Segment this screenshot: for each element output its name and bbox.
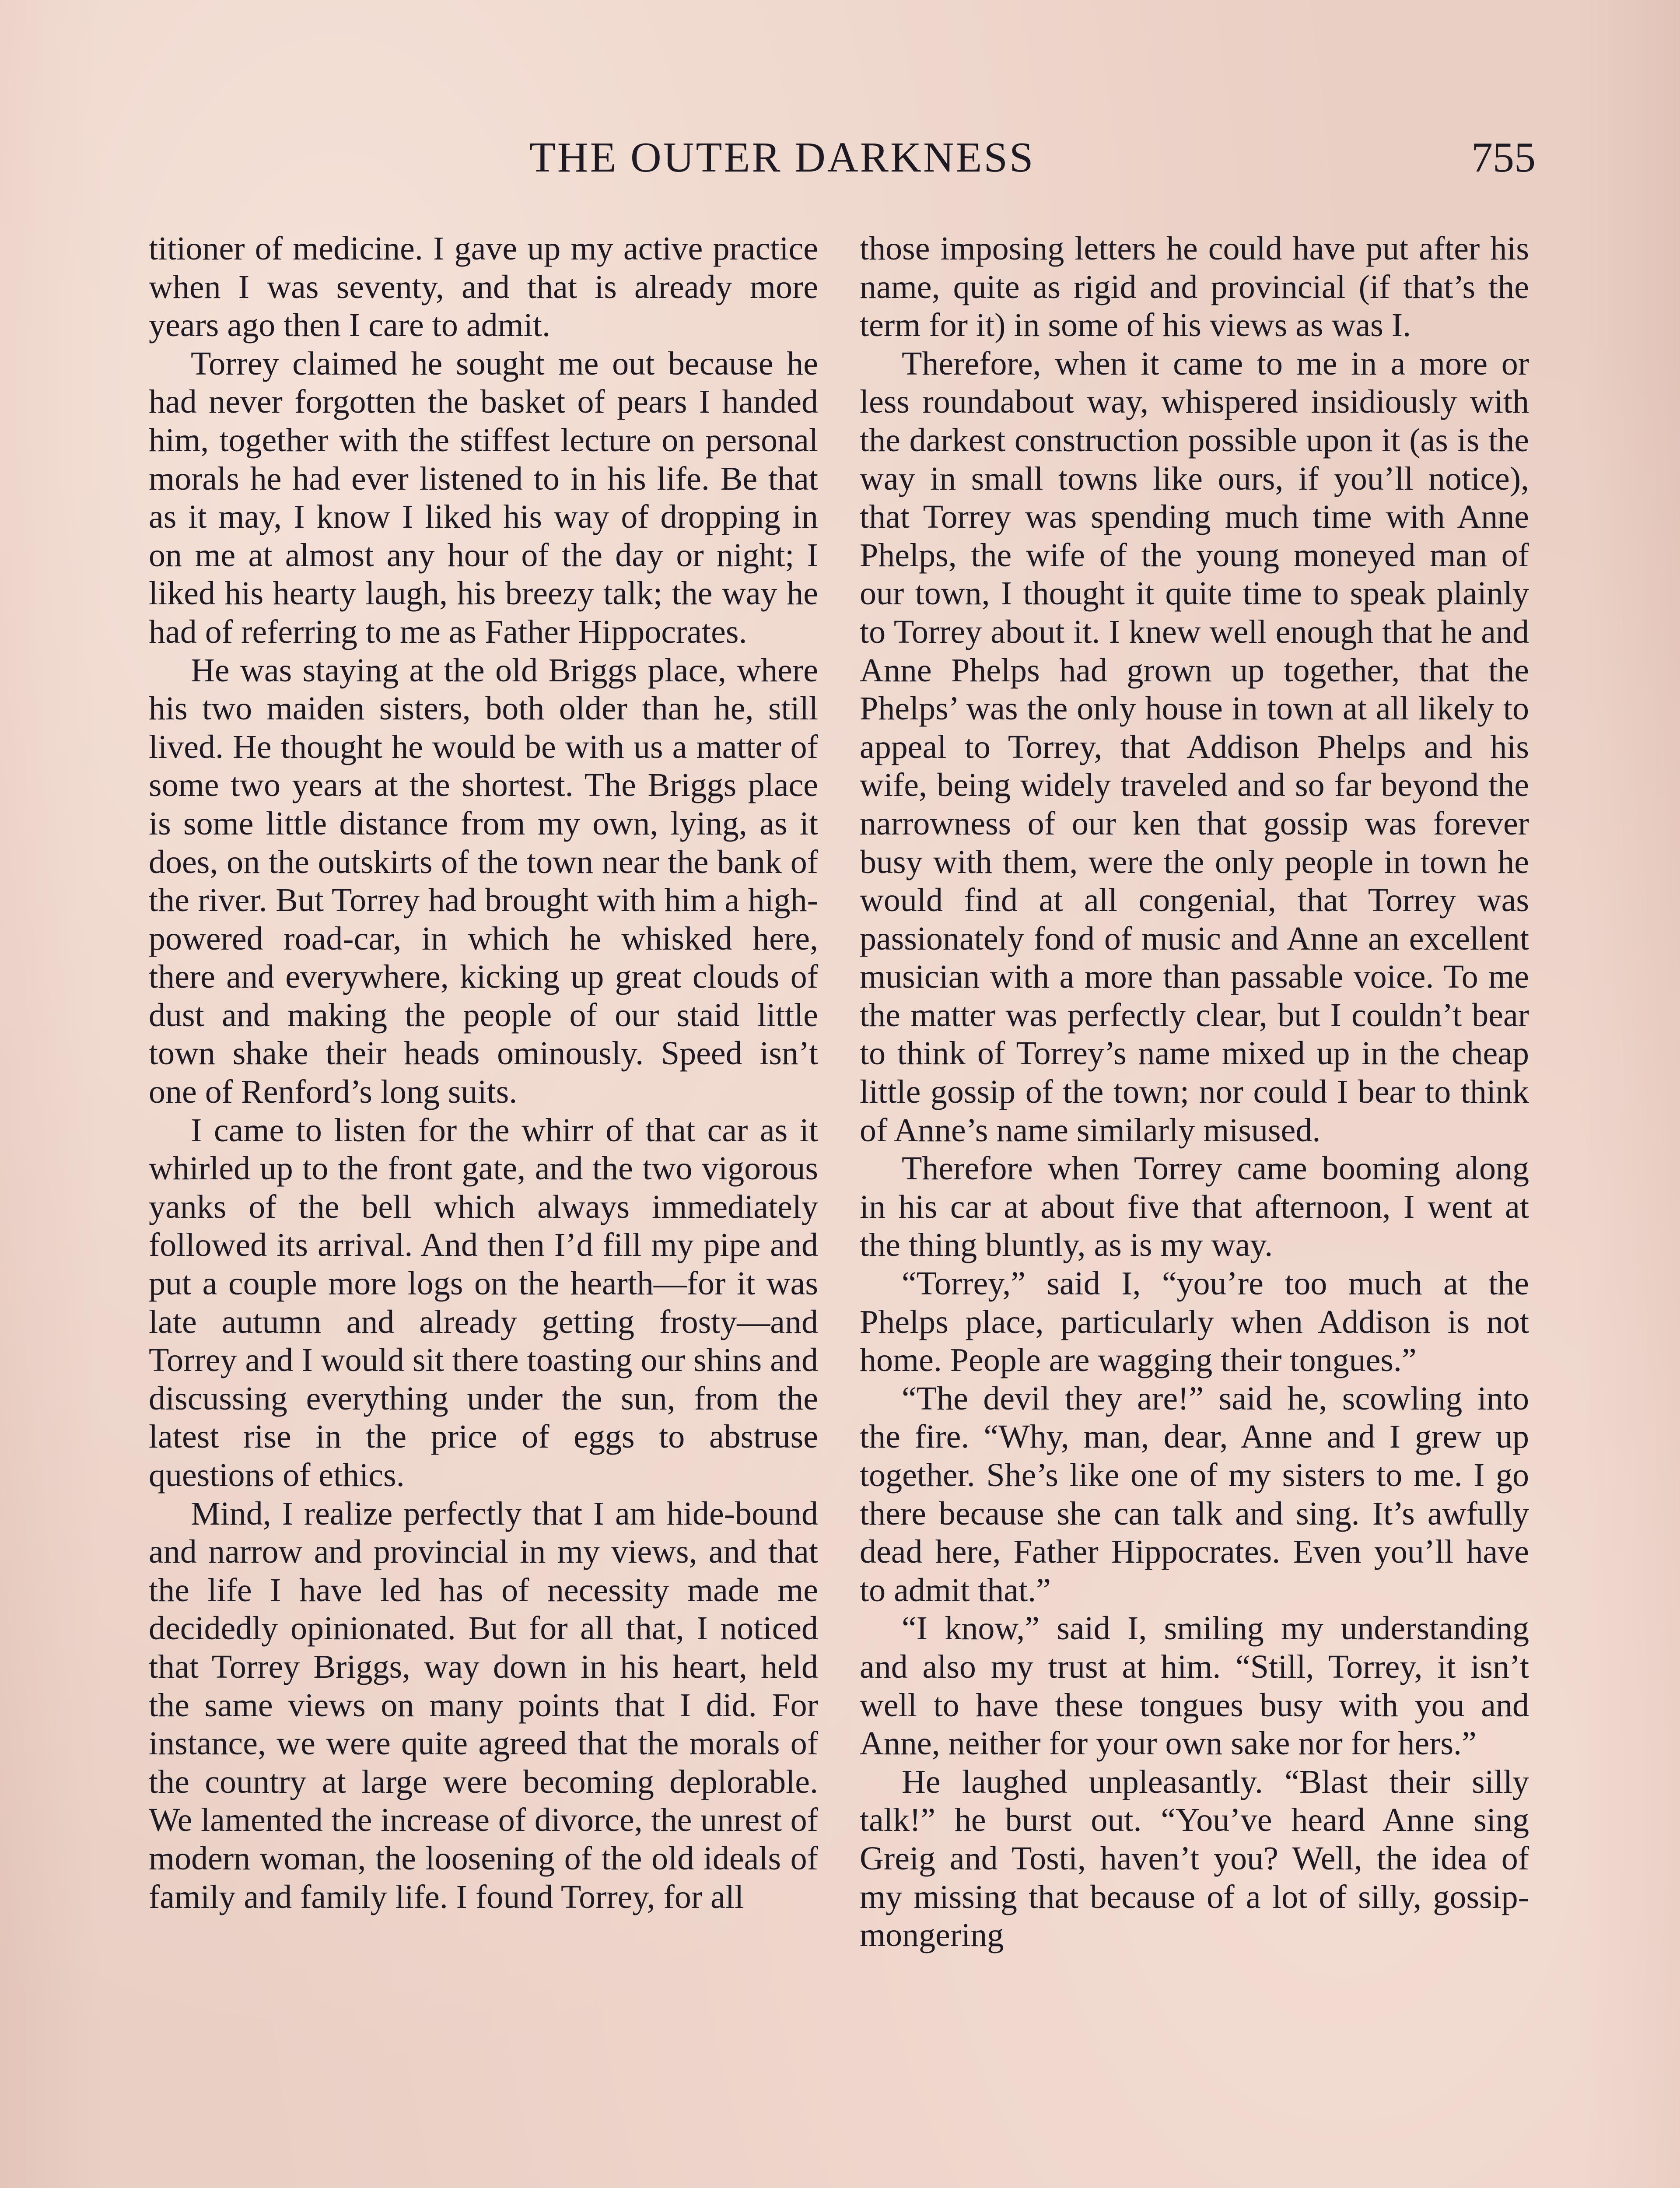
paragraph: He was staying at the old Briggs place, where his two maiden sisters, both older than he, still lived. He thought he would be with us a matter of some two years at the shortest. The Briggs place is some little distance from my own, lying, as it does, on the outskirts of the town near the bank of the river. But Torrey had brought with him a high-powered road-car, in which he whisked here, there and everywhere, kicking up great clouds of dust and making the people of our staid little town shake their heads ominously. Speed isn’t one of Renford’s long suits.: [149, 652, 818, 1111]
paragraph: He laughed unpleasantly. “Blast their silly talk!” he burst out. “You’ve heard Anne sing Greig and Tosti, haven’t you? Well, the idea of my missing that because of a lot of silly, gossip-mongering: [860, 1763, 1529, 1954]
paragraph: Therefore, when it came to me in a more or less roundabout way, whispered insidiously with the darkest construction possible upon it (as is the way in small towns like ours, if you’ll notice), that Torrey was spending much time with Anne Phelps, the wife of the young moneyed man of our town, I thought it quite time to speak plainly to Torrey about it. I knew well enough that he and Anne Phelps had grown up together, that the Phelps’ was the only house in town at all likely to appeal to Torrey, that Addison Phelps and his wife, being widely traveled and so far beyond the narrowness of our ken that gossip was forever busy with them, were the only people in town he would find at all congenial, that Torrey was passionately fond of music and Anne an excellent musician with a more than passable voice. To me the matter was perfectly clear, but I couldn’t bear to think of Torrey’s name mixed up in the cheap little gossip of the town; nor could I bear to think of Anne’s name similarly misused.: [860, 345, 1529, 1149]
paragraph-continued: titioner of medicine. I gave up my active practice when I was seventy, and that is already more years ago then I care to admit.: [149, 230, 818, 344]
running-head: [144, 133, 1536, 182]
paragraph-continued: those imposing letters he could have put after his name, quite as rigid and provincial (if that’s the term for it) in some of his views as was I.: [860, 230, 1529, 344]
paragraph: “Torrey,” said I, “you’re too much at the Phelps place, particularly when Addison is not home. People are wagging their tongues.”: [860, 1265, 1529, 1379]
page-number: 755: [1471, 134, 1536, 181]
paragraph: Therefore when Torrey came booming along in his car at about five that afternoon, I went at the thing bluntly, as is my way.: [860, 1150, 1529, 1264]
paragraph: “The devil they are!” said he, scowling into the fire. “Why, man, dear, Anne and I grew up together. She’s like one of my sisters to me. I go there because she can talk and sing. It’s awfully dead here, Father Hippocrates. Even you’ll have to admit that.”: [860, 1380, 1529, 1609]
paragraph: Torrey claimed he sought me out because he had never forgotten the basket of pears I handed him, together with the stiffest lecture on personal morals he had ever listened to in his life. Be that as it may, I know I liked his way of dropping in on me at almost any hour of the day or night; I liked his hearty laugh, his breezy talk; the way he had of referring to me as Father Hippocrates.: [149, 345, 818, 650]
running-title: THE OUTER DARKNESS: [529, 134, 1035, 181]
paragraph: I came to listen for the whirr of that car as it whirled up to the front gate, and the two vigorous yanks of the bell which always immediately followed its arrival. And then I’d fill my pipe and put a couple more logs on the hearth—for it was late autumn and already getting frosty—and Torrey and I would sit there toasting our shins and discussing everything under the sun, from the latest rise in the price of eggs to abstruse questions of ethics.: [149, 1112, 818, 1494]
left-column: [149, 230, 818, 1916]
right-column: [860, 230, 1529, 1955]
paragraph: “I know,” said I, smiling my understanding and also my trust at him. “Still, Torrey, it isn’t well to have these tongues busy with you and Anne, neither for your own sake nor for hers.”: [860, 1610, 1529, 1762]
paragraph: Mind, I realize perfectly that I am hide-bound and narrow and provincial in my views, and that the life I have led has of necessity made me decidedly opinionated. But for all that, I noticed that Torrey Briggs, way down in his heart, held the same views on many points that I did. For instance, we were quite agreed that the morals of the country at large were becoming deplorable. We lamented the increase of divorce, the unrest of modern woman, the loosening of the old ideals of family and family life. I found Torrey, for all: [149, 1495, 818, 1915]
